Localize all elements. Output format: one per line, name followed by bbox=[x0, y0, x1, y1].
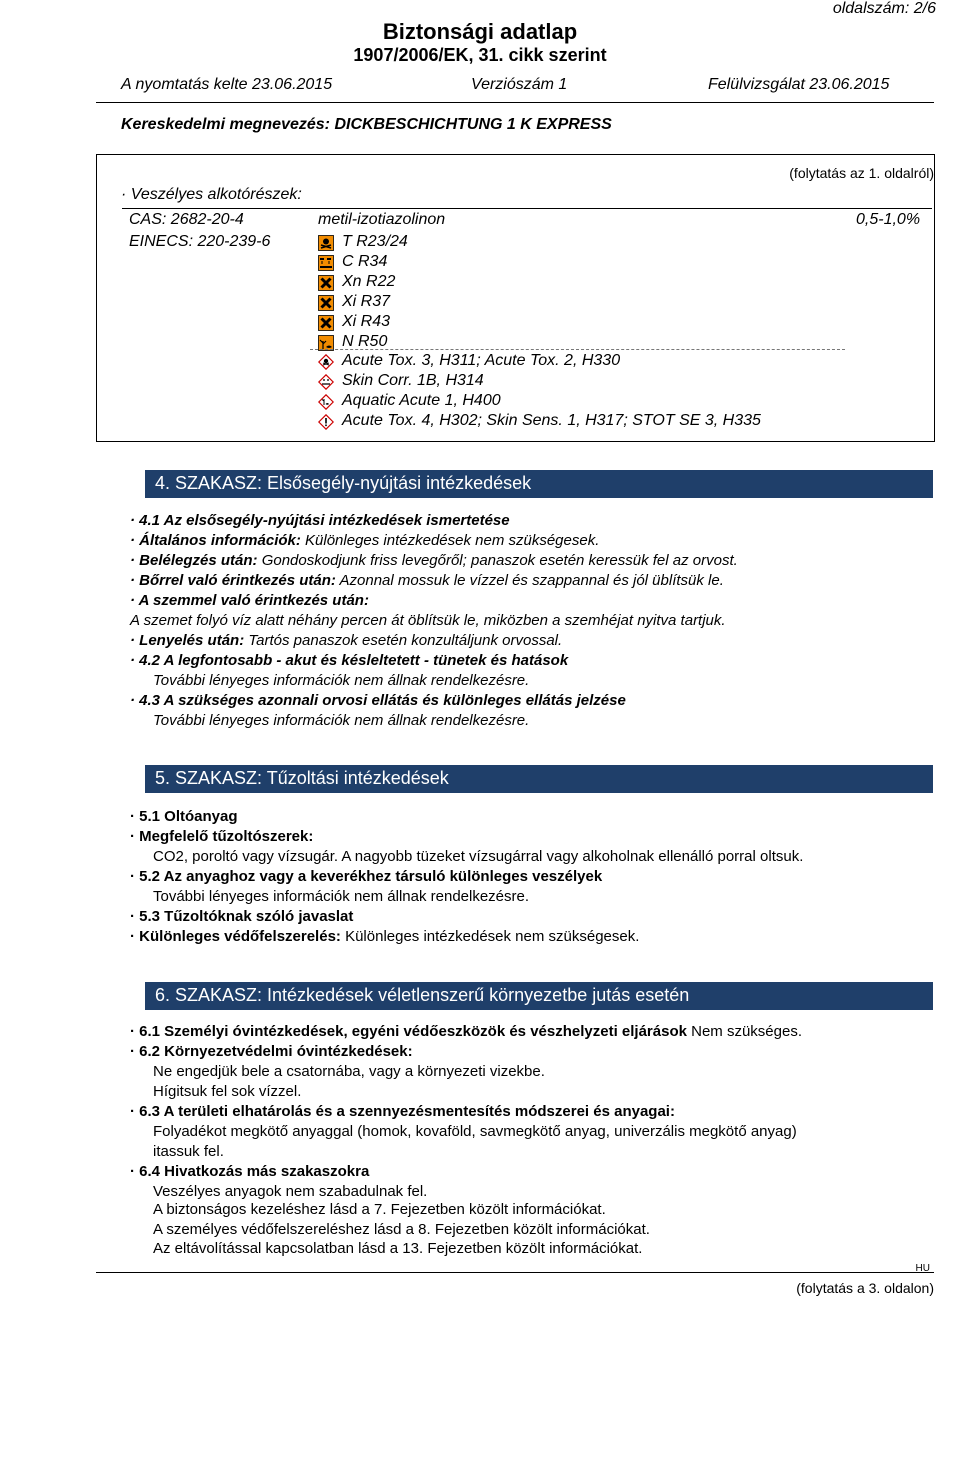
concentration: 0,5-1,0% bbox=[856, 211, 921, 228]
cas-number: CAS: 2682-20-4 bbox=[129, 211, 244, 228]
ppe-text: Különleges intézkedések nem szükségesek. bbox=[340, 928, 640, 945]
document-title: Biztonsági adatlap bbox=[382, 19, 578, 44]
irritant-icon bbox=[318, 315, 334, 331]
revision-date: Felülvizsgálat 23.06.2015 bbox=[708, 76, 890, 93]
risk-phrase: N R50 bbox=[342, 333, 388, 350]
print-date: A nyomtatás kelte 23.06.2015 bbox=[121, 76, 333, 93]
toxic-icon bbox=[318, 235, 334, 251]
substance-name: metil-izotiazolinon bbox=[318, 211, 446, 228]
ghs-divider bbox=[310, 349, 845, 350]
s63-title: · 6.3 A területi elhatárolás és a szennyezésmentesítés módszerei és anyagai: bbox=[130, 1103, 675, 1120]
ingestion-label: · Lenyelés után: bbox=[130, 632, 245, 649]
ppe-label: · Különleges védőfelszerelés: bbox=[130, 928, 341, 945]
corrosive-icon bbox=[318, 255, 334, 271]
s52-text: További lényeges információk nem állnak rendelkezésre. bbox=[153, 888, 530, 905]
section-4-title: 4. SZAKASZ: Elsősegély-nyújtási intézkedések bbox=[155, 473, 532, 493]
page-number: oldalszám: 2/6 bbox=[832, 0, 936, 17]
skin-contact-text: Azonnal mossuk le vízzel és szappannal és jól üblítsük le. bbox=[335, 572, 724, 589]
risk-phrase: Xn R22 bbox=[342, 273, 396, 290]
s61-row bbox=[130, 1023, 802, 1040]
general-info-row bbox=[130, 532, 599, 549]
s61-text: Nem szükséges. bbox=[686, 1023, 802, 1040]
s61-title: · 6.1 Személyi óvintézkedések, egyéni védőeszközök és vészhelyzeti eljárások bbox=[130, 1023, 687, 1040]
ghs-classification: Acute Tox. 4, H302; Skin Sens. 1, H317; STOT SE 3, H335 bbox=[342, 412, 761, 429]
trade-name: Kereskedelmi megnevezés: DICKBESCHICHTUNG 1 K EXPRESS bbox=[121, 116, 612, 133]
general-info-label: · Általános információk: bbox=[130, 532, 301, 549]
s41-title: · 4.1 Az elsősegély-nyújtási intézkedések ismertetése bbox=[130, 512, 510, 529]
eye-contact-label: · A szemmel való érintkezés után: bbox=[130, 592, 369, 609]
ghs-classification: Skin Corr. 1B, H314 bbox=[342, 372, 484, 389]
s62-text: Ne engedjük bele a csatornába, vagy a környezeti vizekbe. bbox=[153, 1063, 545, 1080]
harmful-icon bbox=[318, 275, 334, 291]
ghs-classification: Aquatic Acute 1, H400 bbox=[342, 392, 501, 409]
einecs-number: EINECS: 220-239-6 bbox=[129, 233, 271, 250]
s64-text: Az eltávolítással kapcsolatban lásd a 13. Fejezetben közölt információkat. bbox=[153, 1240, 643, 1257]
inhalation-text: Gondoskodjunk friss levegőről; panaszok esetén keressük fel az orvost. bbox=[257, 552, 738, 569]
ghs-skull-icon bbox=[318, 354, 334, 370]
ghs-corrosion-icon bbox=[318, 374, 334, 390]
s43-text: További lényeges információk nem állnak rendelkezésre. bbox=[153, 712, 530, 729]
s63-text: itassuk fel. bbox=[153, 1143, 224, 1160]
version: Verziószám 1 bbox=[471, 76, 568, 93]
risk-phrase: T R23/24 bbox=[342, 233, 408, 250]
s64-title: · 6.4 Hivatkozás más szakaszokra bbox=[130, 1163, 370, 1180]
risk-phrase: Xi R43 bbox=[342, 313, 391, 330]
s62-title: · 6.2 Környezetvédelmi óvintézkedések: bbox=[130, 1043, 413, 1060]
irritant-icon bbox=[318, 295, 334, 311]
eye-contact-text: A szemet folyó víz alatt néhány percen át öblítsük le, miközben a szemhéjat nyitva tartjuk. bbox=[130, 612, 726, 629]
footer-divider bbox=[96, 1272, 934, 1273]
language-code: HU bbox=[915, 1263, 930, 1274]
general-info-text: Különleges intézkedések nem szükségesek. bbox=[300, 532, 600, 549]
s52-title: · 5.2 Az anyaghoz vagy a keverékhez társuló különleges veszélyek bbox=[130, 868, 603, 885]
section-6-title: 6. SZAKASZ: Intézkedések véletlenszerű környezetbe jutás esetén bbox=[155, 985, 690, 1005]
risk-phrase: C R34 bbox=[342, 253, 388, 270]
s64-text: A személyes védőfelszereléshez lásd a 8. Fejezetben közölt információkat. bbox=[153, 1221, 650, 1238]
s64-text: A biztonságos kezeléshez lásd a 7. Fejezetben közölt információkat. bbox=[153, 1201, 606, 1218]
continued-to-note: (folytatás a 3. oldalon) bbox=[796, 1280, 934, 1296]
document-subtitle: 1907/2006/EK, 31. cikk szerint bbox=[353, 45, 607, 65]
ghs-exclamation-icon bbox=[318, 414, 334, 430]
table-top-rule bbox=[122, 208, 932, 209]
s51-title: · 5.1 Oltóanyag bbox=[130, 808, 238, 825]
continued-from-note: (folytatás az 1. oldalról) bbox=[789, 165, 934, 181]
ingestion-text: Tartós panaszok esetén konzultáljunk orvossal. bbox=[244, 632, 563, 649]
suitable-media-label: · Megfelelő tűzoltószerek: bbox=[130, 828, 314, 845]
hazardous-components-heading: · Veszélyes alkotórészek: bbox=[121, 186, 302, 203]
header-divider bbox=[96, 102, 934, 103]
suitable-media-text: CO2, poroltó vagy vízsugár. A nagyobb tüzeket vízsugárral vagy alkoholnak ellenálló porral oltsuk. bbox=[153, 848, 804, 865]
s43-title: · 4.3 A szükséges azonnali orvosi ellátás és különleges ellátás jelzése bbox=[130, 692, 626, 709]
skin-contact-label: · Bőrrel való érintkezés után: bbox=[130, 572, 336, 589]
risk-phrase: Xi R37 bbox=[342, 293, 391, 310]
s53-title: · 5.3 Tűzoltóknak szóló javaslat bbox=[130, 908, 354, 925]
section-6-header bbox=[145, 982, 933, 1010]
ppe-row bbox=[130, 928, 639, 945]
inhalation-row bbox=[130, 552, 738, 569]
s63-text: Folyadékot megkötő anyaggal (homok, kovaföld, savmegkötő anyag, univerzális megkötő anyag) bbox=[153, 1123, 797, 1140]
section-5-header bbox=[145, 765, 933, 793]
s42-text: További lényeges információk nem állnak rendelkezésre. bbox=[153, 672, 530, 689]
section-5-title: 5. SZAKASZ: Tűzoltási intézkedések bbox=[155, 768, 449, 788]
s64-text: Veszélyes anyagok nem szabadulnak fel. bbox=[153, 1183, 428, 1200]
inhalation-label: · Belélegzés után: bbox=[130, 552, 258, 569]
ghs-classification: Acute Tox. 3, H311; Acute Tox. 2, H330 bbox=[342, 352, 621, 369]
s62-text: Hígitsuk fel sok vízzel. bbox=[153, 1083, 302, 1100]
s42-title: · 4.2 A legfontosabb - akut és késleltetett - tünetek és hatások bbox=[130, 652, 569, 669]
ghs-environment-icon bbox=[318, 394, 334, 410]
skin-contact-row bbox=[130, 572, 724, 589]
ingestion-row bbox=[130, 632, 562, 649]
section-4-header bbox=[145, 470, 933, 498]
